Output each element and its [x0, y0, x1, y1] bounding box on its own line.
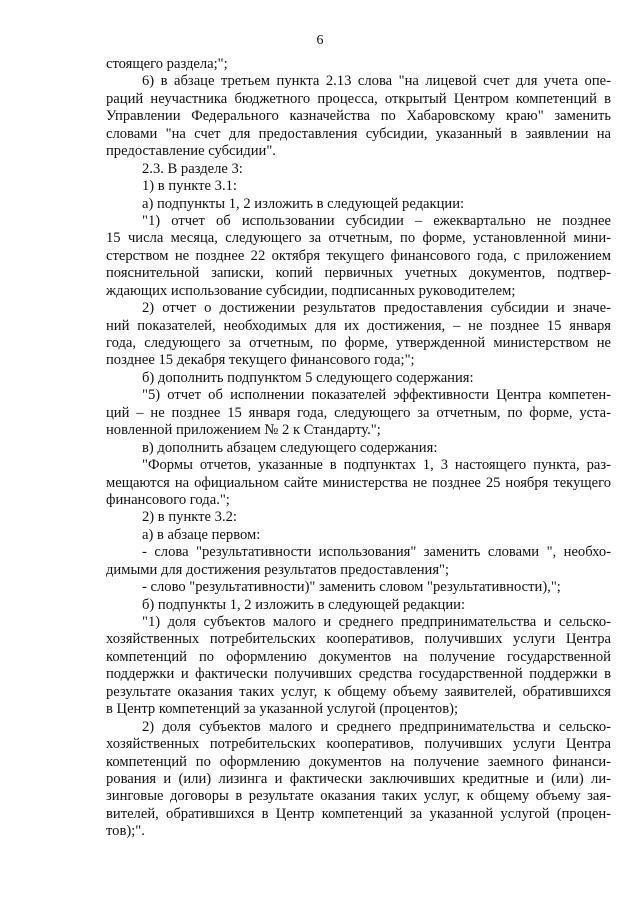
text-line: ний показателей, необходимых для их достижения, – не позднее 15 января — [106, 317, 611, 334]
text-line: позднее 15 декабря текущего финансового года;"; — [106, 352, 415, 369]
text-line: б) дополнить подпунктом 5 следующего содержания: — [142, 369, 474, 386]
text-line: - слова "результативности использования" заменить словами ", необхо- — [142, 544, 611, 561]
text-line: тов);". — [106, 823, 145, 840]
text-line: предоставление субсидии". — [106, 143, 276, 160]
text-line: а) подпункты 1, 2 изложить в следующей редакции: — [142, 195, 465, 212]
text-line: стоящего раздела;"; — [106, 56, 228, 72]
text-line: вителей, обратившихся в Центр компетенций за указанной услугой (процен- — [106, 805, 611, 822]
text-line: раций неучастника бюджетного процесса, открытый Центром компетенций в — [106, 90, 611, 107]
text-line: новленной приложением № 2 к Стандарту."; — [106, 422, 381, 439]
text-line: результате оказания таких услуг, к общему объему заявителей, обратившихся — [106, 683, 611, 700]
text-line: димыми для достижения результатов предоставления"; — [106, 561, 450, 578]
text-line: стерством не позднее 22 октября текущего финансового года, с приложением — [106, 247, 611, 264]
text-line: пояснительной записки, копий первичных учетных документов, подтвер- — [106, 265, 611, 282]
text-line: 2) в пункте 3.2: — [142, 509, 237, 526]
text-line: а) в абзаце первом: — [142, 526, 261, 543]
text-line: "1) доля субъектов малого и среднего предпринимательства и сельско- — [142, 614, 611, 630]
text-line: 2.3. В разделе 3: — [142, 160, 243, 177]
text-line: 15 числа месяца, следующего за отчетным, по форме, установленной мини- — [106, 230, 611, 247]
text-line: 2) доля субъектов малого и среднего предпринимательства и сельско- — [142, 718, 611, 735]
page-number: 6 — [316, 33, 324, 48]
text-line: - слово "результативности)" заменить словом "результативности),"; — [142, 579, 561, 596]
text-line: в) дополнить абзацем следующего содержания: — [142, 439, 438, 456]
text-line: 6) в абзаце третьем пункта 2.13 слова "на лицевой счет для учета опе- — [142, 73, 611, 90]
text-line: поддержки и фактически получивших средства государственной поддержки в — [106, 666, 611, 683]
text-line: зинговые договоры в результате оказания таких услуг, к общему объему зая- — [106, 788, 611, 805]
text-line: б) подпункты 1, 2 изложить в следующей редакции: — [142, 596, 466, 613]
text-line: хозяйственных потребительских кооперативов, получивших услуги Центра — [106, 736, 611, 753]
text-line: мещаются на официальном сайте министерства не позднее 25 ноября текущего — [106, 474, 611, 491]
text-line: 2) отчет о достижении результатов предоставления субсидии и значе- — [142, 300, 611, 317]
text-line: "5) отчет об исполнении показателей эффективности Центра компетен- — [142, 387, 611, 404]
text-line: компетенций по оформлению документов на получение государственной — [106, 648, 611, 665]
text-line: словами "на счет для предоставления субсидии, указанный в заявлении на — [106, 125, 611, 142]
text-line: в Центр компетенций за указанной услугой (процентов); — [106, 701, 459, 718]
text-line: финансового года."; — [106, 491, 230, 508]
text-line: года, следующего за отчетным, по форме, утвержденной министерством не — [106, 335, 611, 351]
text-line: хозяйственных потребительских кооперативов, получивших услуги Центра — [106, 631, 611, 648]
text-line: 1) в пункте 3.1: — [142, 178, 237, 195]
text-line: компетенций по оформлению документов на получение заемного финанси- — [106, 753, 611, 770]
document-body — [106, 56, 611, 841]
text-line: Управлении Федерального казначейства по Хабаровскому краю" заменить — [106, 108, 611, 125]
text-line: ций – не позднее 15 января года, следующего за отчетным, по форме, уста- — [106, 404, 611, 421]
text-line: "Формы отчетов, указанные в подпунктах 1, 3 настоящего пункта, раз- — [142, 457, 611, 474]
text-line: "1) отчет об использовании субсидии – ежеквартально не позднее — [142, 212, 611, 229]
text-line: рования и (или) лизинга и фактически заключивших кредитные и (или) ли- — [106, 770, 611, 787]
text-line: ждающих использование субсидии, подписанных руководителем; — [106, 282, 516, 299]
